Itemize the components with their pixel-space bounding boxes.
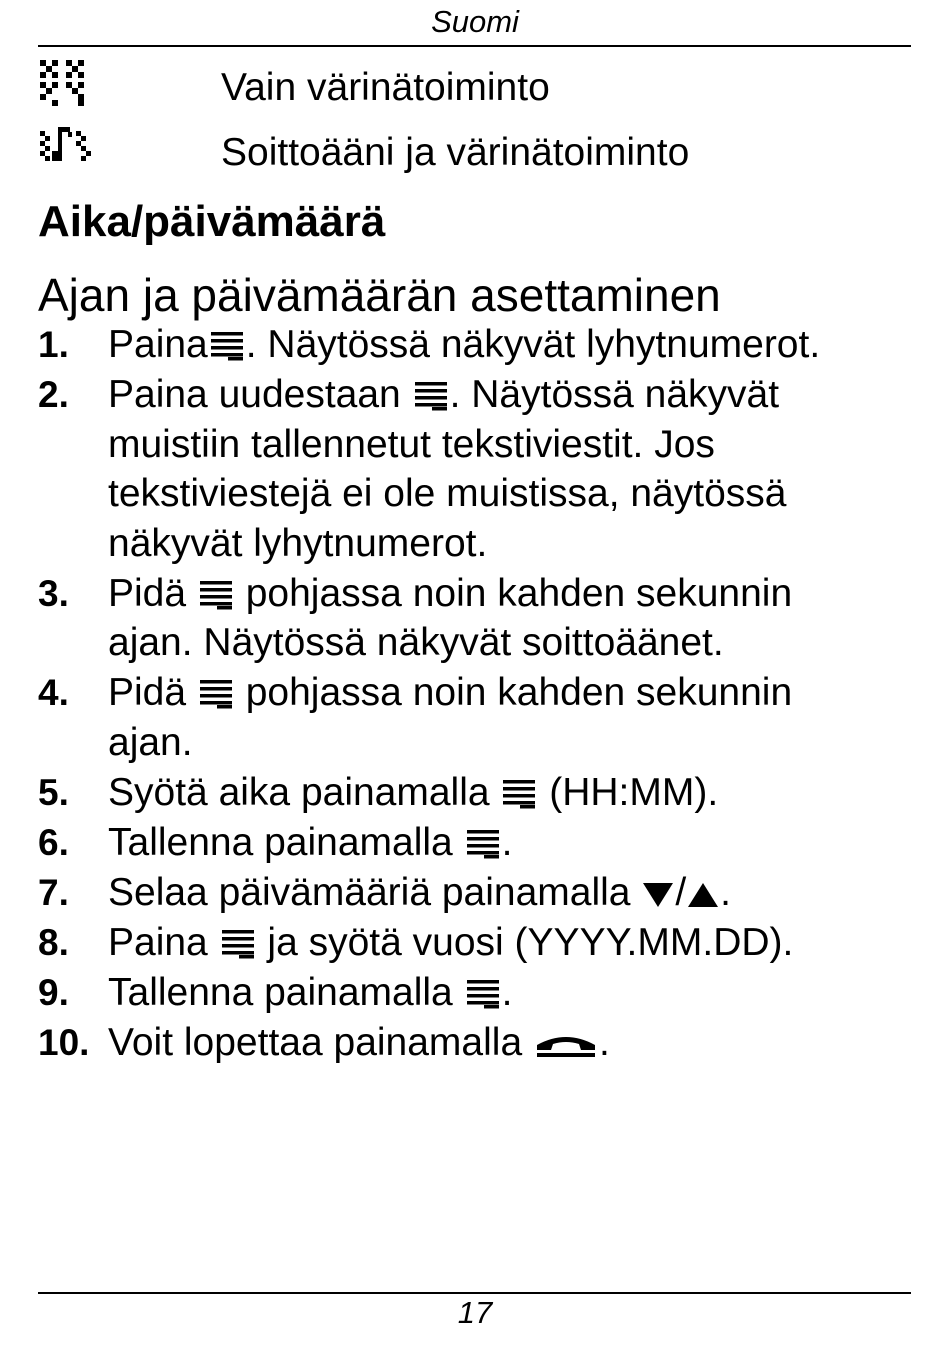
mode-row-vibrate — [38, 58, 888, 109]
running-header: Suomi — [431, 4, 519, 39]
arrow-separator: / — [675, 870, 687, 914]
step-number: 4. — [38, 672, 69, 713]
step-text: ajan. Näytössä näkyvät soittoäänet. — [108, 621, 724, 664]
step-text: . Näytössä näkyvät — [449, 373, 780, 416]
step-text: ja syötä vuosi (YYYY.MM.DD). — [256, 920, 794, 964]
list-item — [38, 768, 918, 818]
menu-key-icon — [219, 929, 257, 959]
list-item — [38, 668, 918, 767]
menu-key-icon — [197, 580, 235, 610]
mode-row-ring-vibrate — [38, 123, 888, 174]
step-text: Paina — [108, 920, 219, 964]
step-number: 10. — [38, 1021, 90, 1063]
page-number: 17 — [457, 1295, 493, 1330]
step-number: 7. — [38, 871, 69, 913]
end-call-icon — [533, 1029, 599, 1059]
step-number: 3. — [38, 572, 69, 614]
step-text: . — [501, 820, 513, 864]
step-text: Syötä aika painamalla — [108, 770, 501, 814]
ring-and-vibrate-icon — [38, 123, 94, 171]
list-item — [38, 968, 918, 1018]
list-item — [38, 370, 918, 568]
menu-key-icon — [500, 779, 538, 809]
menu-key-icon — [412, 381, 450, 411]
menu-key-icon — [197, 679, 235, 709]
step-text: Voit lopettaa painamalla — [108, 1020, 533, 1064]
vibrate-only-icon — [38, 58, 86, 106]
step-text: tekstiviestejä ei ole muistissa, näytössä — [108, 472, 787, 515]
step-text: ajan. — [108, 720, 193, 764]
mode-label: Vain värinätoiminto — [221, 66, 550, 109]
step-number: 5. — [38, 771, 69, 813]
step-text: (HH:MM). — [538, 770, 719, 814]
steps-list — [38, 320, 918, 1068]
step-text: pohjassa noin kahden sekunnin — [234, 671, 793, 714]
step-number: 9. — [38, 971, 69, 1013]
step-number: 2. — [38, 374, 69, 415]
up-arrow-icon — [686, 879, 720, 909]
step-text: Tallenna painamalla — [108, 820, 464, 864]
list-item — [38, 818, 918, 868]
step-number: 8. — [38, 921, 69, 963]
list-item — [38, 868, 918, 918]
step-text: Paina uudestaan — [108, 373, 412, 416]
step-text: muistiin tallennetut tekstiviestit. Jos — [108, 422, 715, 466]
step-text: . Näytössä näkyvät lyhytnumerot. — [245, 323, 821, 366]
step-text: . — [720, 870, 732, 914]
step-text: näkyvät lyhytnumerot. — [108, 521, 488, 565]
down-arrow-icon — [641, 879, 675, 909]
step-text: pohjassa noin kahden sekunnin — [234, 571, 793, 615]
step-text: Selaa päivämääriä painamalla — [108, 870, 642, 914]
section-title: Aika/päivämäärä — [38, 197, 386, 246]
step-text: . — [501, 970, 513, 1014]
header-rule — [38, 45, 911, 47]
list-item — [38, 1018, 918, 1068]
step-text: Pidä — [108, 571, 197, 615]
step-text: . — [598, 1020, 610, 1064]
step-number: 1. — [38, 324, 69, 365]
list-item — [38, 320, 918, 370]
step-text: Pidä — [108, 671, 197, 714]
list-item — [38, 569, 918, 668]
menu-key-icon — [464, 829, 502, 859]
footer-rule — [38, 1292, 911, 1294]
step-text: Paina — [108, 323, 208, 366]
menu-key-icon — [208, 331, 246, 361]
menu-key-icon — [464, 979, 502, 1009]
mode-label: Soittoääni ja värinätoiminto — [221, 131, 690, 174]
step-number: 6. — [38, 821, 69, 863]
subsection-title: Ajan ja päivämäärän asettaminen — [38, 269, 721, 321]
step-text: Tallenna painamalla — [108, 970, 464, 1014]
list-item — [38, 918, 918, 968]
